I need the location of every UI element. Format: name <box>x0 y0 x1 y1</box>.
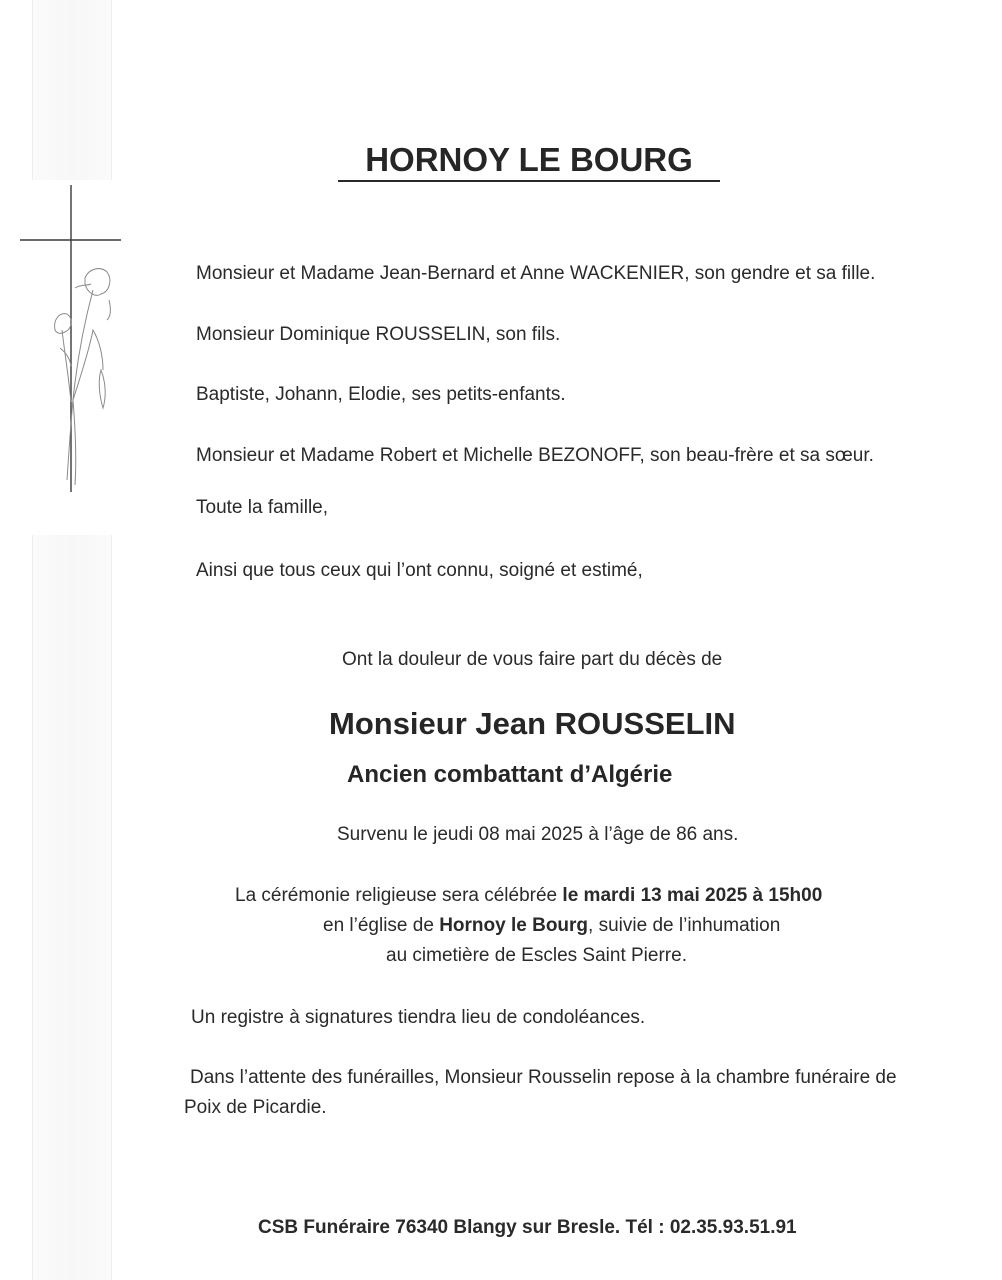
cross-with-flowers-icon <box>15 180 125 500</box>
announcement-text: Ont la douleur de vous faire part du décès de <box>342 649 723 670</box>
page-title: HORNOY LE BOURG <box>338 140 720 182</box>
family-line: Baptiste, Johann, Elodie, ses petits-enfants. <box>196 384 566 405</box>
footer-contact: CSB Funéraire 76340 Blangy sur Bresle. Tél : 02.35.93.51.91 <box>258 1217 797 1238</box>
ceremony-line-3: au cimetière de Escles Saint Pierre. <box>386 945 687 966</box>
ceremony-text: La cérémonie religieuse sera célébrée <box>235 885 563 906</box>
rest-line-2: Poix de Picardie. <box>184 1097 327 1118</box>
family-line: Toute la famille, <box>196 497 329 518</box>
death-info: Survenu le jeudi 08 mai 2025 à l’âge de 86 ans. <box>337 824 739 845</box>
cross-icon <box>20 185 121 492</box>
ceremony-place: Hornoy le Bourg <box>439 915 589 936</box>
flowers-icon <box>55 269 111 485</box>
registry-note: Un registre à signatures tiendra lieu de condoléances. <box>191 1007 646 1028</box>
deceased-name: Monsieur Jean ROUSSELIN <box>329 706 736 741</box>
family-line: Monsieur et Madame Robert et Michelle BEZONOFF, son beau-frère et sa sœur. <box>196 445 874 466</box>
ceremony-line-1 <box>235 884 822 908</box>
ceremony-text: , suivie de l’inhumation <box>588 915 781 936</box>
rest-line-1: Dans l’attente des funérailles, Monsieur Rousselin repose à la chambre funéraire de <box>190 1067 897 1088</box>
family-line: Ainsi que tous ceux qui l’ont connu, soigné et estimé, <box>196 560 643 581</box>
family-line: Monsieur et Madame Jean-Bernard et Anne WACKENIER, son gendre et sa fille. <box>196 263 876 284</box>
ceremony-text: en l’église de <box>323 915 440 936</box>
deceased-title: Ancien combattant d’Algérie <box>347 761 673 788</box>
family-line: Monsieur Dominique ROUSSELIN, son fils. <box>196 324 561 345</box>
ceremony-line-2 <box>323 914 780 938</box>
ceremony-date: le mardi 13 mai 2025 à 15h00 <box>562 885 823 906</box>
